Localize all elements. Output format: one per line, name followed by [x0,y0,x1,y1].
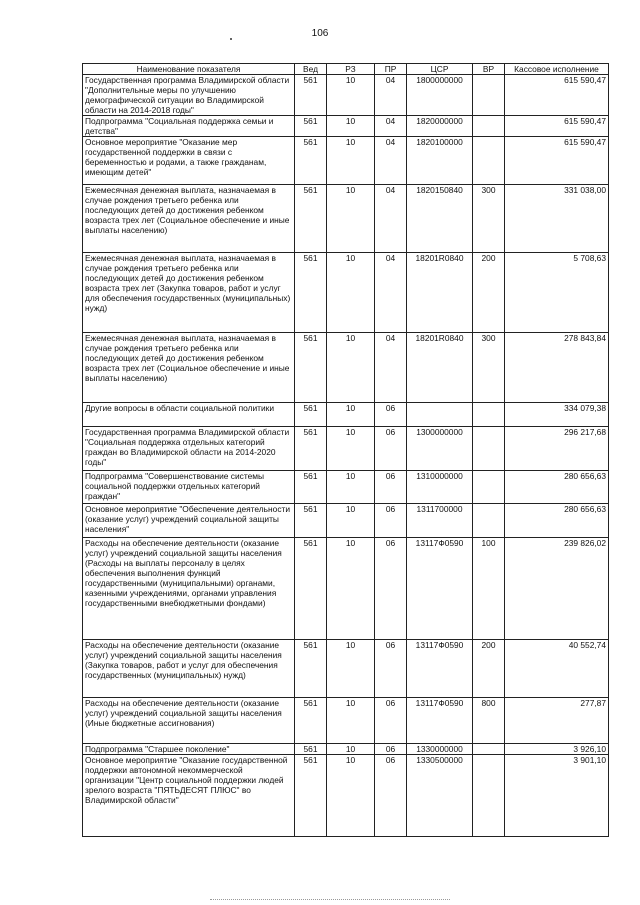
row-vr: 200 [473,253,505,333]
row-csr [407,403,473,427]
row-vr: 300 [473,185,505,253]
row-amount: 296 217,68 [505,427,609,471]
table-row [83,504,609,538]
row-rz: 10 [327,538,375,640]
row-rz: 10 [327,427,375,471]
row-csr: 1820150840 [407,185,473,253]
row-vr [473,755,505,837]
row-csr: 1330500000 [407,755,473,837]
row-rz: 10 [327,116,375,137]
row-name: Подпрограмма "Социальная поддержка семьи и детства" [83,116,295,137]
row-rz: 10 [327,75,375,116]
scan-speck [230,38,232,40]
row-vr [473,75,505,116]
row-vr [473,116,505,137]
table-row [83,185,609,253]
row-csr: 13117Ф0590 [407,698,473,744]
row-csr: 1330000000 [407,744,473,755]
row-ved: 561 [295,75,327,116]
row-csr: 1820000000 [407,116,473,137]
budget-execution-table [82,63,609,837]
row-rz: 10 [327,253,375,333]
row-ved: 561 [295,698,327,744]
header-amount: Кассовое исполнение [505,64,609,75]
row-ved: 561 [295,640,327,698]
row-vr: 100 [473,538,505,640]
row-pr: 06 [375,471,407,504]
row-amount: 3 901,10 [505,755,609,837]
row-amount: 615 590,47 [505,75,609,116]
row-amount: 280 656,63 [505,471,609,504]
table-row [83,698,609,744]
row-amount: 280 656,63 [505,504,609,538]
row-amount: 615 590,47 [505,116,609,137]
row-amount: 334 079,38 [505,403,609,427]
row-name: Государственная программа Владимирской области "Социальная поддержка отдельных категорий граждан во Владимирской области на 2014-2020 годы" [83,427,295,471]
table-row [83,744,609,755]
row-csr: 13117Ф0590 [407,538,473,640]
table-row [83,640,609,698]
row-name: Ежемесячная денежная выплата, назначаемая в случае рождения третьего ребенка или последующих детей до достижения ребенком возраста трех лет (Закупка товаров, работ и услуг для обеспечения государственных (муниципальных) нужд) [83,253,295,333]
row-amount: 3 926,10 [505,744,609,755]
row-vr [473,403,505,427]
table-row [83,427,609,471]
header-ved: Вед [295,64,327,75]
table-header-row [83,64,609,75]
header-rz: РЗ [327,64,375,75]
row-pr: 04 [375,75,407,116]
row-rz: 10 [327,640,375,698]
table-row [83,538,609,640]
row-ved: 561 [295,471,327,504]
row-csr: 1310000000 [407,471,473,504]
row-ved: 561 [295,116,327,137]
header-name: Наименование показателя [83,64,295,75]
header-pr: ПР [375,64,407,75]
row-name: Основное мероприятие "Оказание мер государственной поддержки в связи с беременностью и родами, а также гражданам, имеющим детей" [83,137,295,185]
row-ved: 561 [295,744,327,755]
row-vr: 200 [473,640,505,698]
row-csr: 1300000000 [407,427,473,471]
row-rz: 10 [327,333,375,403]
table-row [83,116,609,137]
row-name: Подпрограмма "Старшее поколение" [83,744,295,755]
row-name: Основное мероприятие "Обеспечение деятельности (оказание услуг) учреждений социальной защиты населения" [83,504,295,538]
row-rz: 10 [327,698,375,744]
table-row [83,403,609,427]
row-amount: 277,87 [505,698,609,744]
row-pr: 06 [375,744,407,755]
row-vr: 300 [473,333,505,403]
row-amount: 331 038,00 [505,185,609,253]
row-name: Основное мероприятие "Оказание государственной поддержки автономной некоммерческой организации "Центр социальной поддержки людей зрелого возраста "ПЯТЬДЕСЯТ ПЛЮС" во Владимирской области" [83,755,295,837]
row-pr: 06 [375,504,407,538]
row-ved: 561 [295,755,327,837]
table-row [83,333,609,403]
row-ved: 561 [295,185,327,253]
row-name: Государственная программа Владимирской области "Дополнительные меры по улучшению демографической ситуации во Владимирской области на 2014-2018 годы" [83,75,295,116]
header-vr: ВР [473,64,505,75]
table-row [83,253,609,333]
row-ved: 561 [295,504,327,538]
row-rz: 10 [327,471,375,504]
row-pr: 06 [375,427,407,471]
row-pr: 06 [375,698,407,744]
table-row [83,755,609,837]
row-pr: 04 [375,185,407,253]
row-name: Ежемесячная денежная выплата, назначаемая в случае рождения третьего ребенка или последующих детей до достижения ребенком возраста трех лет (Социальное обеспечение и иные выплаты населению) [83,333,295,403]
header-csr: ЦСР [407,64,473,75]
row-name: Расходы на обеспечение деятельности (оказание услуг) учреждений социальной защиты населения (Закупка товаров, работ и услуг для обеспечения государственных (муниципальных) нужд) [83,640,295,698]
row-csr: 18201R0840 [407,253,473,333]
row-rz: 10 [327,504,375,538]
row-vr [473,471,505,504]
row-rz: 10 [327,744,375,755]
row-ved: 561 [295,333,327,403]
row-csr: 18201R0840 [407,333,473,403]
table-row [83,471,609,504]
row-name: Ежемесячная денежная выплата, назначаемая в случае рождения третьего ребенка или последующих детей до достижения ребенком возраста трех лет (Социальное обеспечение и иные выплаты населению) [83,185,295,253]
row-rz: 10 [327,185,375,253]
row-csr: 1311700000 [407,504,473,538]
row-csr: 1820100000 [407,137,473,185]
row-vr [473,137,505,185]
table-row [83,75,609,116]
row-amount: 239 826,02 [505,538,609,640]
row-name: Расходы на обеспечение деятельности (оказание услуг) учреждений социальной защиты населения (Иные бюджетные ассигнования) [83,698,295,744]
row-vr [473,744,505,755]
row-vr [473,427,505,471]
row-ved: 561 [295,403,327,427]
row-pr: 06 [375,403,407,427]
row-rz: 10 [327,755,375,837]
row-ved: 561 [295,253,327,333]
row-rz: 10 [327,403,375,427]
row-pr: 04 [375,253,407,333]
row-pr: 04 [375,116,407,137]
row-csr: 1800000000 [407,75,473,116]
page-number: 106 [311,28,329,39]
row-name: Расходы на обеспечение деятельности (оказание услуг) учреждений социальной защиты населения (Расходы на выплаты персоналу в целях обеспечения выполнения функций государственными (муниципальными) органами, казенными учреждениями, органами управления государственными внебюджетными фондами) [83,538,295,640]
row-vr [473,504,505,538]
row-pr: 06 [375,538,407,640]
row-name: Другие вопросы в области социальной политики [83,403,295,427]
row-amount: 278 843,84 [505,333,609,403]
row-pr: 06 [375,755,407,837]
row-vr: 800 [473,698,505,744]
row-pr: 04 [375,333,407,403]
row-ved: 561 [295,137,327,185]
row-pr: 06 [375,640,407,698]
table-row [83,137,609,185]
row-ved: 561 [295,427,327,471]
row-amount: 5 708,63 [505,253,609,333]
row-ved: 561 [295,538,327,640]
row-name: Подпрограмма "Совершенствование системы социальной поддержки отдельных категорий граждан" [83,471,295,504]
row-rz: 10 [327,137,375,185]
row-csr: 13117Ф0590 [407,640,473,698]
row-amount: 40 552,74 [505,640,609,698]
row-amount: 615 590,47 [505,137,609,185]
row-pr: 04 [375,137,407,185]
scan-bottom-edge [210,899,450,900]
